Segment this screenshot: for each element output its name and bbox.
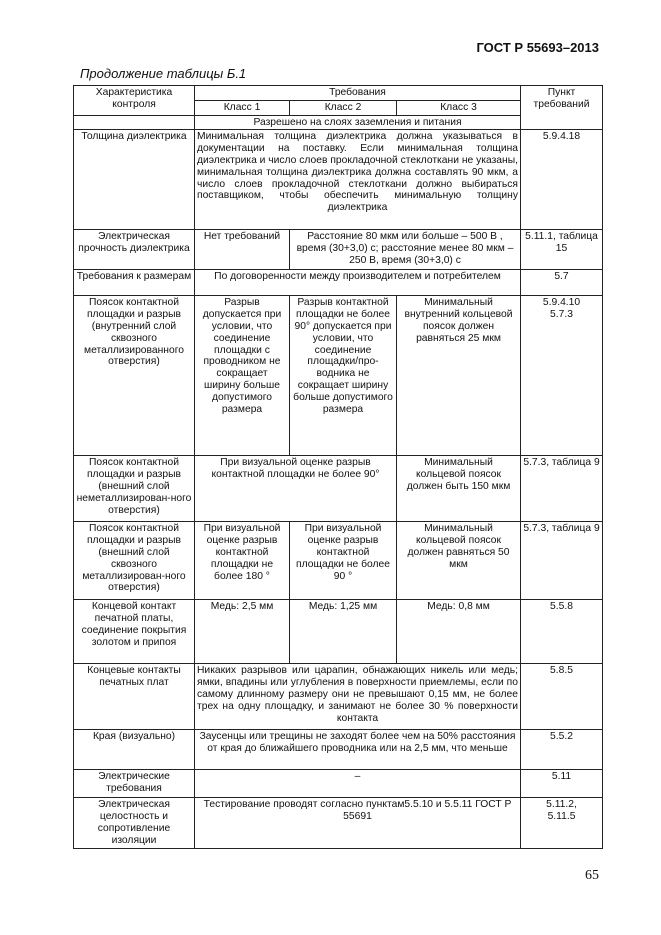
row-name: Поясок контактной площадки и разрыв (внешний слой сквозного металлизирован-ного отверстия) [74,522,195,600]
table-row [74,600,603,664]
row-requirement: Никаких разрывов или царапин, обнажающих никель или медь; ямки, впадины или углубления в поверхности приемлемы, если по самому длинному размеру они не превышают 0,15 мм, не более трех на одну площадку, и занимают не более 30 % поверхности контакта [195,664,521,730]
row-class2: Медь: 1,25 мм [290,600,397,664]
row-clause: 5.7.3, таблица 9 [521,522,603,600]
row-class1: При визуальной оценке разрыв контактной площадки не более 180 ° [195,522,290,600]
row-name: Электрическая прочность диэлектрика [74,230,195,270]
header-clause: Пункт требований [521,86,603,130]
table-row [74,770,603,798]
row-name: Концевой контакт печатной платы, соединение покрытия золотом и припоя [74,600,195,664]
row-class2: Разрыв контактной площадки не более 90° допускается при условии, что соединение площадки/про-водника не сокращает ширину больше допустимого размера [290,296,397,456]
header-class3: Класс 3 [397,100,521,115]
row-name: Электрические требования [74,770,195,798]
row-class3: Минимальный кольцевой поясок должен быть 150 мкм [397,456,521,522]
page-number: 65 [585,868,599,883]
header-characteristic: Характеристика контроля [74,86,195,116]
row-clause: 5.11.1, таблица 15 [521,230,603,270]
row-clause: 5.7.3, таблица 9 [521,456,603,522]
row-name: Толщина диэлектрика [74,130,195,230]
row-name: Электрическая целостность и сопротивление изоляции [74,798,195,848]
row-name: Концевые контакты печатных плат [74,664,195,730]
row-class1: Нет требований [195,230,290,270]
document-header: ГОСТ Р 55693–2013 [476,40,599,55]
requirements-table [73,85,603,849]
table-row [74,522,603,600]
table-row [74,270,603,296]
empty-cell [74,115,195,130]
header-class1: Класс 1 [195,100,290,115]
header-row [74,86,603,101]
row-clause: 5.9.4.10 5.7.3 [521,296,603,456]
row-class3: Минимальный кольцевой поясок должен равняться 50 мкм [397,522,521,600]
row-requirement: Тестирование проводят согласно пунктам5.5.10 и 5.5.11 ГОСТ Р 55691 [195,798,521,848]
table-caption: Продолжение таблицы Б.1 [80,66,247,81]
row-requirement: По договоренности между производителем и потребителем [195,270,521,296]
row-class12: При визуальной оценке разрыв контактной площадки не более 90° [195,456,397,522]
table-row [74,664,603,730]
row-clause: 5.11.2, 5.11.5 [521,798,603,848]
table-row [74,456,603,522]
section-note: Разрешено на слоях заземления и питания [195,115,521,130]
row-name: Поясок контактной площадки и разрыв (внешний слой неметаллизирован-ного отверстия) [74,456,195,522]
row-name: Требования к размерам [74,270,195,296]
row-class3: Медь: 0,8 мм [397,600,521,664]
row-name: Края (визуально) [74,730,195,770]
table-row [74,296,603,456]
row-class23: Расстояние 80 мкм или больше – 500 В , время (30+3,0) с; расстояние менее 80 мкм – 250 В, время (30+3,0) с [290,230,521,270]
row-class2: При визуальной оценке разрыв контактной площадки не более 90 ° [290,522,397,600]
row-clause: 5.9.4.18 [521,130,603,230]
header-class2: Класс 2 [290,100,397,115]
header-requirements: Требования [195,86,521,101]
row-clause: 5.11 [521,770,603,798]
row-requirement: Заусенцы или трещины не заходят более чем на 50% расстояния от края до ближайшего проводника или на 2,5 мм, что меньше [195,730,521,770]
row-class1: Медь: 2,5 мм [195,600,290,664]
row-clause: 5.8.5 [521,664,603,730]
row-requirement: Минимальная толщина диэлектрика должна указываться в документации на поставку. Если минимальная толщина диэлектрика и число слоев прокладочной стеклоткани не указаны, минимальная толщина диэлектрика должна составлять 90 мкм, а число слоев прокладочной стеклоткани должно выбираться поставщиком, чтобы обеспечить минимальную толщину диэлектрика [195,130,521,230]
row-clause: 5.5.8 [521,600,603,664]
table-row [74,130,603,230]
row-clause: 5.5.2 [521,730,603,770]
row-class3: Минимальный внутренний кольцевой поясок должен равняться 25 мкм [397,296,521,456]
table-row [74,730,603,770]
row-name: Поясок контактной площадки и разрыв (внутренний слой сквозного металлизированного отверстия) [74,296,195,456]
row-clause: 5.7 [521,270,603,296]
table-row [74,230,603,270]
row-requirement: – [195,770,521,798]
row-class1: Разрыв допускается при условии, что соединение площадки с проводником не сокращает ширину больше допустимого размера [195,296,290,456]
table-row [74,798,603,848]
